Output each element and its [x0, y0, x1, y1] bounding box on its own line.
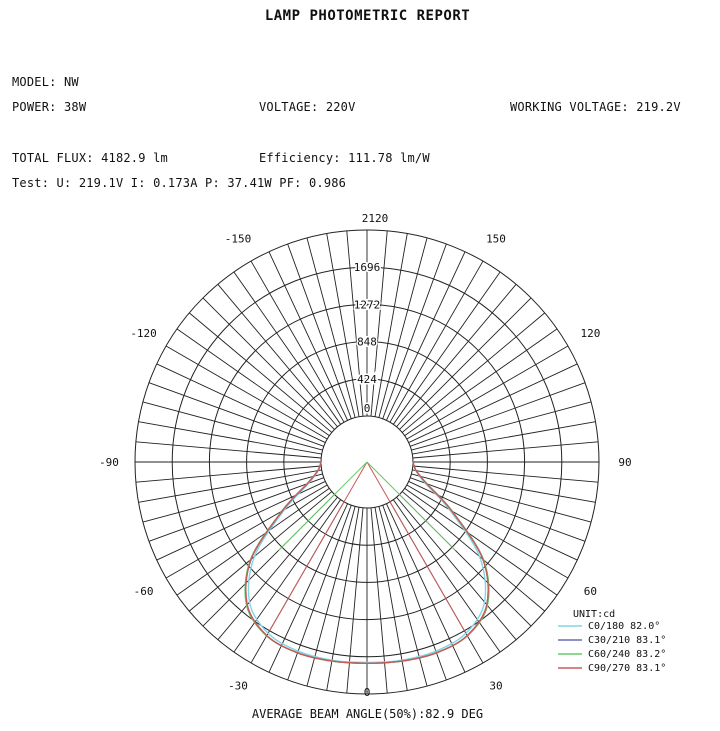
grid-spoke [136, 442, 321, 458]
grid-spoke [411, 402, 591, 450]
grid-spoke [412, 422, 595, 454]
report-title: LAMP PHOTOMETRIC REPORT [264, 8, 471, 24]
power-text: POWER: 38W [12, 100, 87, 114]
angle-label: -90 [99, 456, 119, 469]
angle-label: 90 [618, 456, 632, 469]
grid-spoke [386, 504, 465, 673]
grid-spoke [371, 508, 387, 693]
legend-label: C0/180 82.0° [588, 621, 661, 632]
angle-label: 30 [489, 679, 503, 693]
angle-label: 150 [486, 232, 506, 246]
grid-spoke [402, 313, 544, 433]
grid-spoke [413, 466, 598, 482]
angle-label: 120 [580, 327, 601, 340]
grid-spoke [189, 492, 331, 612]
grid-spoke [405, 329, 557, 436]
angle-label: -60 [133, 585, 154, 598]
legend-unit: UNIT:cd [573, 609, 616, 620]
grid-spoke [307, 238, 355, 418]
radial-tick-label: 1272 [353, 298, 381, 312]
model-text: MODEL: NW [12, 75, 79, 89]
test-text: Test: U: 219.1V I: 0.173A P: 37.41W PF: 0.986 [12, 176, 347, 190]
grid-spoke [136, 466, 321, 482]
radial-tick-label: 1696 [353, 261, 381, 275]
working-voltage-text: WORKING VOLTAGE: 219.2V [510, 100, 681, 114]
grid-spoke [397, 284, 517, 426]
angle-label: 60 [583, 585, 598, 598]
efficiency-text: Efficiency: 111.78 lm/W [259, 151, 430, 165]
grid-spoke [269, 252, 348, 421]
grid-spoke [413, 442, 598, 458]
grid-spoke [139, 422, 322, 454]
grid-spoke [393, 272, 500, 424]
legend-label: C30/210 83.1° [588, 635, 667, 646]
grid-spoke [177, 329, 329, 436]
grid-spoke [371, 231, 387, 416]
angle-label: 0 [363, 686, 371, 699]
grid-spoke [189, 313, 331, 433]
total-flux-text: TOTAL FLUX: 4182.9 lm [12, 151, 168, 165]
grid-spoke [347, 508, 363, 693]
radial-tick-label: 848 [357, 335, 377, 349]
grid-spoke [386, 252, 465, 421]
grid-spoke [411, 474, 591, 522]
grid-spoke [402, 492, 544, 612]
grid-spoke [347, 231, 363, 416]
angle-label: -30 [228, 679, 248, 693]
grid-spoke [157, 364, 326, 443]
radial-tick-label: 0 [363, 402, 371, 415]
angle-label: -150 [224, 232, 252, 246]
beam-angle-footer: AVERAGE BEAM ANGLE(50%):82.9 DEG [251, 707, 484, 721]
grid-spoke [234, 272, 341, 424]
angle-label: 2120 [361, 212, 389, 225]
legend [558, 609, 666, 674]
grid-spoke [379, 238, 427, 418]
angle-label: -120 [130, 327, 157, 340]
grid-spoke [143, 474, 323, 522]
voltage-text: VOLTAGE: 220V [259, 100, 356, 114]
grid-spoke [143, 402, 323, 450]
legend-label: C60/240 83.2° [588, 649, 667, 660]
grid-spoke [405, 488, 557, 595]
grid-spoke [218, 284, 338, 426]
angle-labels [99, 212, 632, 699]
grid-spoke [409, 364, 578, 443]
legend-label: C90/270 83.1° [588, 663, 667, 674]
grid-spoke [379, 506, 427, 686]
radial-tick-label: 424 [357, 372, 377, 386]
grid-spoke [177, 488, 329, 595]
grid-spoke [307, 506, 355, 686]
grid-spoke [269, 504, 348, 673]
